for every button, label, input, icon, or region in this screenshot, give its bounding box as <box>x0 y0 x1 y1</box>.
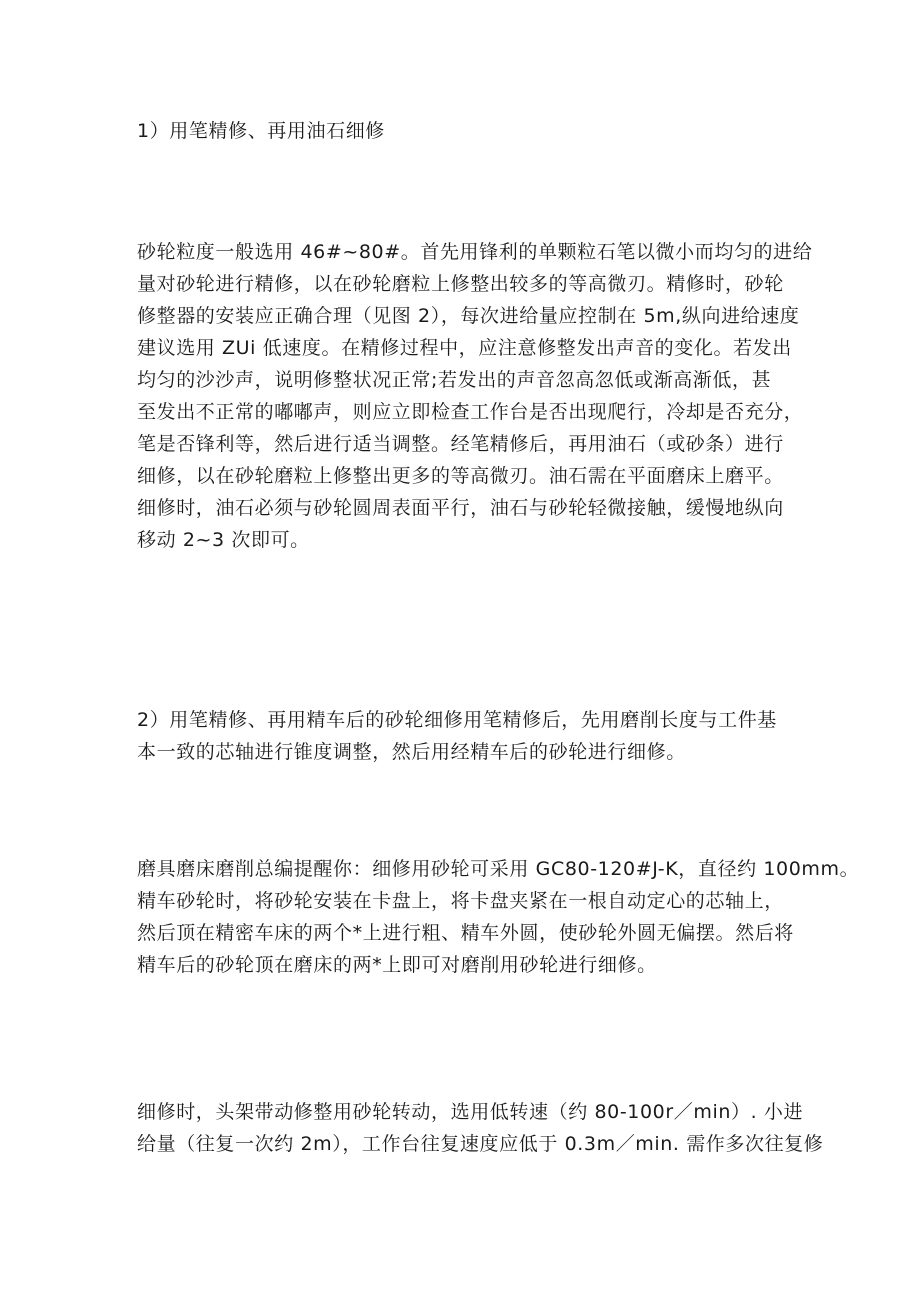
paragraph-line: 2）用笔精修、再用精车后的砂轮细修用笔精修后，先用磨削长度与工件基 <box>137 709 777 731</box>
paragraph-line: 然后顶在精密车床的两个*上进行粗、精车外圆，使砂轮外圆无偏摆。然后将 <box>137 922 794 944</box>
paragraph-line: 砂轮粒度一般选用 46#~80#。首先用锋利的单颗粒石笔以微小而均匀的进给 <box>137 241 813 263</box>
paragraph-line: 移动 2~3 次即可。 <box>137 529 310 551</box>
paragraph-line: 笔是否锋利等，然后进行适当调整。经笔精修后，再用油石（或砂条）进行 <box>137 433 784 455</box>
paragraph-line: 精车后的砂轮顶在磨床的两*上即可对磨削用砂轮进行细修。 <box>137 954 657 976</box>
paragraph-line: 细修时，头架带动修整用砂轮转动，选用低转速（约 80-100r／min）. 小进 <box>137 1101 804 1123</box>
paragraph-4 <box>137 1096 824 1160</box>
paragraph-line: 给量（往复一次约 2m），工作台往复速度应低于 0.3m／min. 需作多次往复修 <box>137 1133 824 1155</box>
paragraph-line: 量对砂轮进行精修，以在砂轮磨粒上修整出较多的等高微刃。精修时，砂轮 <box>137 273 784 295</box>
paragraph-line: 至发出不正常的嘟嘟声，则应立即检查工作台是否出现爬行，冷却是否充分， <box>137 401 804 423</box>
paragraph-2 <box>137 704 797 768</box>
paragraph-line: 均匀的沙沙声，说明修整状况正常;若发出的声音忽高忽低或渐高渐低，甚 <box>137 369 772 391</box>
paragraph-line: 本一致的芯轴进行锥度调整，然后用经精车后的砂轮进行细修。 <box>137 741 686 763</box>
paragraph-line: 细修，以在砂轮磨粒上修整出更多的等高微刃。油石需在平面磨床上磨平。 <box>137 465 784 487</box>
paragraph-line: 建议选用 ZUi 低速度。在精修过程中，应注意修整发出声音的变化。若发出 <box>137 337 792 359</box>
paragraph-3 <box>137 853 860 981</box>
heading-1 <box>137 115 797 147</box>
paragraph-line: 精车砂轮时，将砂轮安装在卡盘上，将卡盘夹紧在一根自动定心的芯轴上， <box>137 890 784 912</box>
paragraph-line: 细修时，油石必须与砂轮圆周表面平行，油石与砂轮轻微接触，缓慢地纵向 <box>137 497 784 519</box>
paragraph-1 <box>137 236 813 556</box>
heading-1-line: 1）用笔精修、再用油石细修 <box>137 120 385 142</box>
paragraph-line: 磨具磨床磨削总编提醒你：细修用砂轮可采用 GC80-120#J-K，直径约 100mm。 <box>137 858 860 880</box>
paragraph-line: 修整器的安装应正确合理（见图 2），每次进给量应控制在 5m,纵向进给速度 <box>137 305 800 327</box>
